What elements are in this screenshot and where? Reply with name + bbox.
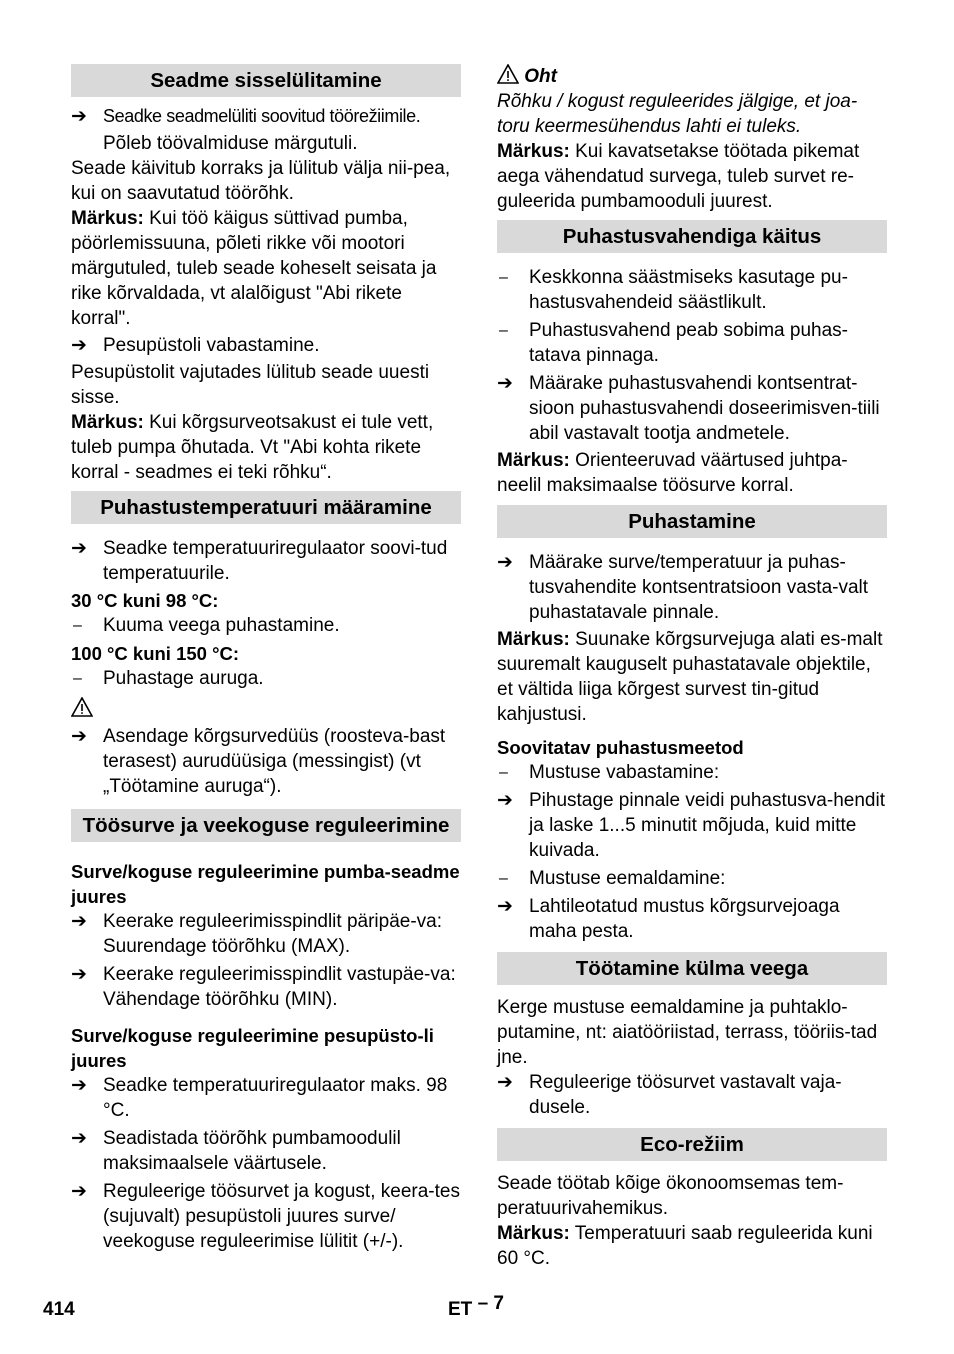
list-item	[71, 666, 461, 691]
instruction-text: Asendage kõrgsurvedüüs (roosteva-bast terasest) aurudüüsiga (messingist) (vt „Töötamine auruga“).	[103, 726, 446, 797]
paragraph: Põleb töövalmiduse märgutuli.	[103, 133, 358, 154]
paragraph: Kerge mustuse eemaldamine ja puhtaklo-putamine, nt: aiatööriistad, terrass, tööriis-tad jne.	[497, 997, 878, 1068]
section-title-temperature: Puhastustemperatuuri määramine	[71, 491, 461, 524]
note-text: Temperatuuri saab reguleerida kuni 60 °C.	[497, 1223, 873, 1269]
note-label: Märkus:	[497, 141, 570, 162]
section-title-cold-water: Töötamine külma veega	[497, 952, 887, 985]
list-text: Mustuse eemaldamine:	[529, 868, 726, 889]
instruction-text: Pesupüstoli vabastamine.	[103, 335, 320, 356]
language-code: ET	[448, 1299, 473, 1320]
note	[497, 1221, 887, 1271]
note-text: Suunake kõrgsurvejuga alati es-malt suuremalt kauguselt puhastatavale objektile, et vältida liiga kõrgest survest tin-gitud kahjustusi.	[497, 629, 883, 725]
section-title-eco-mode: Eco-režiim	[497, 1128, 887, 1161]
instruction-item	[71, 333, 461, 358]
instruction-text: Määrake surve/temperatuur ja puhas-tusvahendite kontsentratsioon vasta-valt puhastatavale pinnale.	[529, 552, 869, 623]
dash-marker: –	[73, 617, 82, 634]
instruction-text: Keerake reguleerimisspindlit päripäe-va: Suurendage töörõhku (MAX).	[103, 911, 443, 957]
instruction-item	[497, 1070, 887, 1120]
note-label: Märkus:	[497, 450, 570, 471]
instruction-text: Seadke temperatuuriregulaator soovi-tud temperatuurile.	[103, 538, 448, 584]
subsection-heading: Surve/koguse reguleerimine pesupüsto-li juures	[71, 1025, 434, 1071]
instruction-text: Reguleerige töösurvet ja kogust, keera-tes (sujuvalt) pesupüstoli juures surve/ veekoguse reguleerimise lülitit (+/-).	[103, 1181, 460, 1252]
instruction-item	[71, 104, 461, 129]
left-column	[71, 64, 461, 1254]
dash-marker: –	[73, 670, 82, 687]
list-item	[497, 866, 887, 891]
section-title-detergent: Puhastusvahendiga käitus	[497, 220, 887, 253]
note-text: Orienteeruvad väärtused juhtpa-neelil maksimaalse töösurve korral.	[497, 450, 848, 496]
note	[497, 627, 887, 727]
instruction-item	[71, 1073, 461, 1123]
section-title-pressure: Töösurve ja veekoguse reguleerimine	[71, 809, 461, 842]
dash-marker: –	[499, 322, 508, 339]
note-label: Märkus:	[497, 1223, 570, 1244]
arrow-icon: ➔	[71, 538, 87, 559]
note	[497, 139, 887, 214]
temp-range-heading: 100 °C kuni 150 °C:	[71, 643, 239, 664]
sub-page-number: – 7	[477, 1293, 504, 1314]
instruction-text: Seadistada töörõhk pumbamoodulil maksimaalsele väärtusele.	[103, 1128, 401, 1174]
dash-marker: –	[499, 269, 508, 286]
subsection-heading: Soovitatav puhastusmeetod	[497, 737, 744, 758]
dash-marker: –	[499, 870, 508, 887]
note-text: Kui töö käigus süttivad pumba, pöörlemissuuna, põleti rikke või mootori märgutuled, tuleb seade koheselt seisata ja rike kõrvaldada, vt alalõigust "Abi rikete korral".	[71, 208, 437, 329]
right-column	[497, 64, 887, 1271]
instruction-text: Pihustage pinnale veidi puhastusva-hendit ja laske 1...5 minutit mõjuda, kuid mitte kuivada.	[529, 790, 885, 861]
warning-heading	[497, 64, 887, 89]
instruction-item	[497, 371, 887, 446]
instruction-text: Keerake reguleerimisspindlit vastupäe-va: Vähendage töörõhku (MIN).	[103, 964, 456, 1010]
warning-text: Rõhku / kogust reguleerides jälgige, et joa-toru keermesühendus lahti ei tuleks.	[497, 91, 858, 137]
instruction-text: Seadke temperatuuriregulaator maks. 98 °C.	[103, 1075, 448, 1121]
note	[71, 410, 461, 485]
instruction-text: Määrake puhastusvahendi kontsentrat-sioon puhastusvahendi doseerimisven-tiili abil vastavalt tootja andmetele.	[529, 373, 880, 444]
instruction-item	[497, 788, 887, 863]
page-number: 414	[43, 1299, 75, 1320]
dash-marker: –	[499, 764, 508, 781]
list-item	[497, 265, 887, 315]
arrow-icon: ➔	[71, 911, 87, 932]
instruction-text: Lahtileotatud mustus kõrgsurvejoaga maha pesta.	[529, 896, 840, 942]
instruction-text: Reguleerige töösurvet vastavalt vaja-dusele.	[529, 1072, 842, 1118]
arrow-icon: ➔	[497, 373, 513, 394]
list-item	[497, 760, 887, 785]
paragraph: Seade käivitub korraks ja lülitub välja nii-pea, kui on saavutatud töörõhk.	[71, 158, 451, 204]
subsection-heading: Surve/koguse reguleerimine pumba-seadme juures	[71, 861, 460, 907]
note-label: Märkus:	[497, 629, 570, 650]
warning-label: Oht	[524, 66, 557, 87]
instruction-text: Seadke seadmelüliti soovitud töörežiimile.	[103, 106, 421, 126]
warning-icon	[71, 694, 461, 722]
arrow-icon: ➔	[71, 335, 87, 356]
note-label: Märkus:	[71, 412, 144, 433]
instruction-item	[497, 550, 887, 625]
temp-range-heading: 30 °C kuni 98 °C:	[71, 590, 219, 611]
instruction-item	[71, 962, 461, 1012]
list-item	[71, 613, 461, 638]
note	[71, 206, 461, 331]
list-text: Kuuma veega puhastamine.	[103, 615, 340, 636]
list-text: Puhastusvahend peab sobima puhas-tatava pinnaga.	[529, 320, 849, 366]
arrow-icon: ➔	[71, 726, 87, 747]
section-title-switch-on: Seadme sisselülitamine	[71, 64, 461, 97]
arrow-icon: ➔	[71, 1075, 87, 1096]
note-label: Märkus:	[71, 208, 144, 229]
instruction-item	[71, 1126, 461, 1176]
arrow-icon: ➔	[497, 552, 513, 573]
list-text: Keskkonna säästmiseks kasutage pu-hastusvahendeid säästlikult.	[529, 267, 848, 313]
arrow-icon: ➔	[71, 1181, 87, 1202]
instruction-item	[71, 909, 461, 959]
arrow-icon: ➔	[497, 1072, 513, 1093]
instruction-item	[71, 724, 461, 799]
arrow-icon: ➔	[71, 1128, 87, 1149]
paragraph: Seade töötab kõige ökonoomsemas tem-peratuurivahemikus.	[497, 1173, 844, 1219]
list-text: Puhastage auruga.	[103, 668, 264, 689]
note-text: Kui kavatsetakse töötada pikemat aega vähendatud survega, tuleb survet re-guleerida pumbamooduli juurest.	[497, 141, 860, 212]
instruction-item	[497, 894, 887, 944]
footer-language	[448, 1293, 504, 1322]
arrow-icon: ➔	[497, 896, 513, 917]
section-title-cleaning: Puhastamine	[497, 505, 887, 538]
arrow-icon: ➔	[71, 964, 87, 985]
note	[497, 448, 887, 498]
instruction-item	[71, 1179, 461, 1254]
note-text: Kui kõrgsurveotsakust ei tule vett, tuleb pumpa õhutada. Vt "Abi kohta rikete korral - seadmes ei teki rõhku“.	[71, 412, 434, 483]
arrow-icon: ➔	[497, 790, 513, 811]
list-item	[497, 318, 887, 368]
instruction-item	[71, 536, 461, 586]
arrow-icon: ➔	[71, 106, 87, 127]
paragraph: Pesupüstolit vajutades lülitub seade uuesti sisse.	[71, 362, 430, 408]
warning-icon	[497, 64, 519, 84]
list-text: Mustuse vabastamine:	[529, 762, 720, 783]
